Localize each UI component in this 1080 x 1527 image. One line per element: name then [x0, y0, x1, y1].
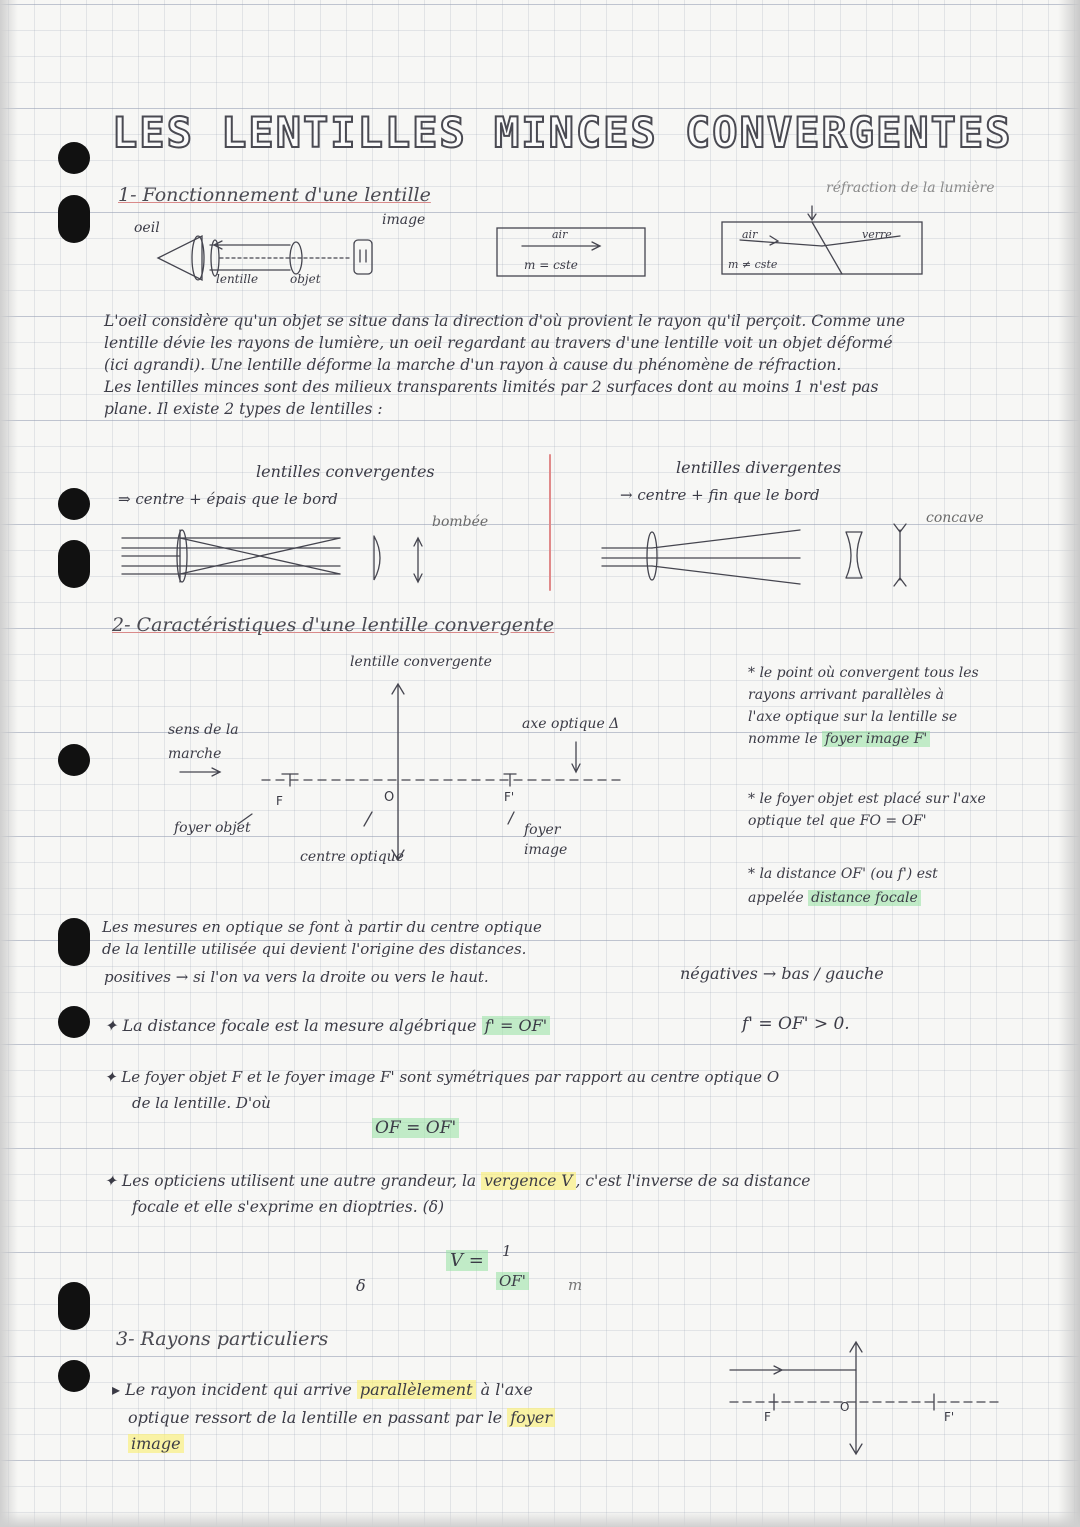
focus-object-label: foyer objet [174, 820, 251, 836]
ray-point-F-prime: F' [944, 1410, 955, 1424]
particular-ray-diagram [730, 1342, 1000, 1454]
convex-lens-icon [374, 536, 380, 580]
point-F: F [276, 794, 283, 808]
box1-medium-label: m = cste [524, 258, 578, 272]
direction-label: sens de la marche [168, 722, 239, 762]
focus-image-label: foyer image [524, 822, 568, 858]
box2-glass-label: verre [862, 228, 892, 241]
measures-paragraph: Les mesures en optique se font à partir du centre optique de la lentille utilisée qui devient l'origine des distances. [102, 918, 542, 958]
convergent-lens-label: lentille convergente [350, 654, 492, 670]
object-label: objet [290, 272, 321, 286]
section-1-heading: 1- Fonctionnement d'une lentille [118, 184, 431, 206]
negative-direction: négatives → bas / gauche [680, 964, 884, 983]
ray-text-line-2: optique ressort de la lentille en passant par le foyer [128, 1408, 555, 1427]
page-title: LES LENTILLES MINCES CONVERGENTES [112, 108, 1013, 157]
box2-medium-label: m ≠ cste [728, 258, 778, 271]
box2-air-label: air [742, 228, 758, 241]
vergence-line-2: focale et elle s'exprime en dioptries. (δ) [132, 1198, 444, 1216]
convergent-shape-label: bombée [432, 514, 489, 530]
symmetry-line-1: ✦ Le foyer objet F et le foyer image F' sont symétriques par rapport au centre optique O [104, 1068, 780, 1086]
refraction-label: réfraction de la lumière [826, 180, 995, 196]
eye-diagram [158, 236, 372, 280]
vergence-numerator: 1 [502, 1242, 512, 1260]
divergent-shape-label: concave [926, 510, 984, 526]
point-F-prime: F' [504, 790, 515, 804]
vergence-formula-V: V = [446, 1250, 488, 1271]
image-label: image [382, 212, 426, 228]
medium-box-uniform [497, 228, 645, 276]
ray-text-line-3: image [128, 1434, 184, 1453]
vergence-unit-meter: m [568, 1276, 583, 1294]
focal-positive: f' = OF' > 0. [742, 1014, 850, 1034]
convergent-rays-diagram [122, 530, 422, 582]
note-foyer-image: * le point où convergent tous les rayons arrivant parallèles à l'axe optique sur la lentille se nomme le foyer image F' [748, 665, 979, 747]
ray-point-F: F [764, 1410, 771, 1424]
ray-text-line-1: ▸ Le rayon incident qui arrive parallèlement à l'axe [112, 1380, 533, 1399]
positive-direction: positives → si l'on va vers la droite ou vers le haut. [104, 968, 489, 986]
point-O: O [384, 790, 395, 805]
section-2-heading: 2- Caractéristiques d'une lentille convergente [112, 614, 555, 636]
symmetry-formula: OF = OF' [372, 1118, 459, 1138]
magnified-image-icon [354, 240, 372, 274]
vergence-denominator: OF' [496, 1272, 529, 1290]
section-3-heading: 3- Rayons particuliers [116, 1328, 329, 1350]
lens-label: lentille [216, 272, 259, 286]
eye-label: oeil [134, 220, 160, 236]
medium-box-refraction [722, 222, 922, 274]
eye-icon [158, 236, 202, 280]
convergent-lens-axis-diagram [180, 684, 620, 860]
divergent-desc: → centre + fin que le bord [620, 486, 820, 504]
note-distance-focale: * la distance OF' (ou f') est appelée distance focale [748, 866, 938, 906]
divergent-rays-diagram [602, 524, 906, 586]
concave-lens-icon [846, 532, 862, 578]
optical-center-label: centre optique [300, 849, 404, 865]
vergence-unit-delta: δ [356, 1276, 366, 1295]
optical-axis-label: axe optique Δ [522, 716, 620, 732]
divergent-title: lentilles divergentes [676, 458, 842, 477]
focal-definition: ✦ La distance focale est la mesure algébrique f' = OF' [104, 1016, 550, 1035]
convergent-desc: ⇒ centre + épais que le bord [118, 490, 338, 508]
note-foyer-objet: * le foyer objet est placé sur l'axe optique tel que FO = OF' [748, 791, 986, 829]
section-1-paragraph: L'oeil considère qu'un objet se situe dans la direction d'où provient le rayon qu'il perçoit. Comme une lentille dévie les rayons de lumière, un oeil regardant au travers d'une lentille voit un objet déformé (ici agrandi). Une lentille déforme la marche d'un rayon à cause du phénomène de réfraction. Les lentilles minces sont des milieux transparents limités par 2 surfaces dont au moins 1 n'est pas plane. Il existe 2 types de lentilles : [104, 312, 906, 418]
symmetry-line-2: de la lentille. D'où [132, 1094, 271, 1112]
vergence-line-1: ✦ Les opticiens utilisent une autre grandeur, la vergence V , c'est l'inverse de sa distance [104, 1172, 811, 1190]
convergent-title: lentilles convergentes [256, 462, 435, 481]
box1-air-label: air [552, 228, 568, 241]
ray-point-O: O [840, 1400, 850, 1414]
